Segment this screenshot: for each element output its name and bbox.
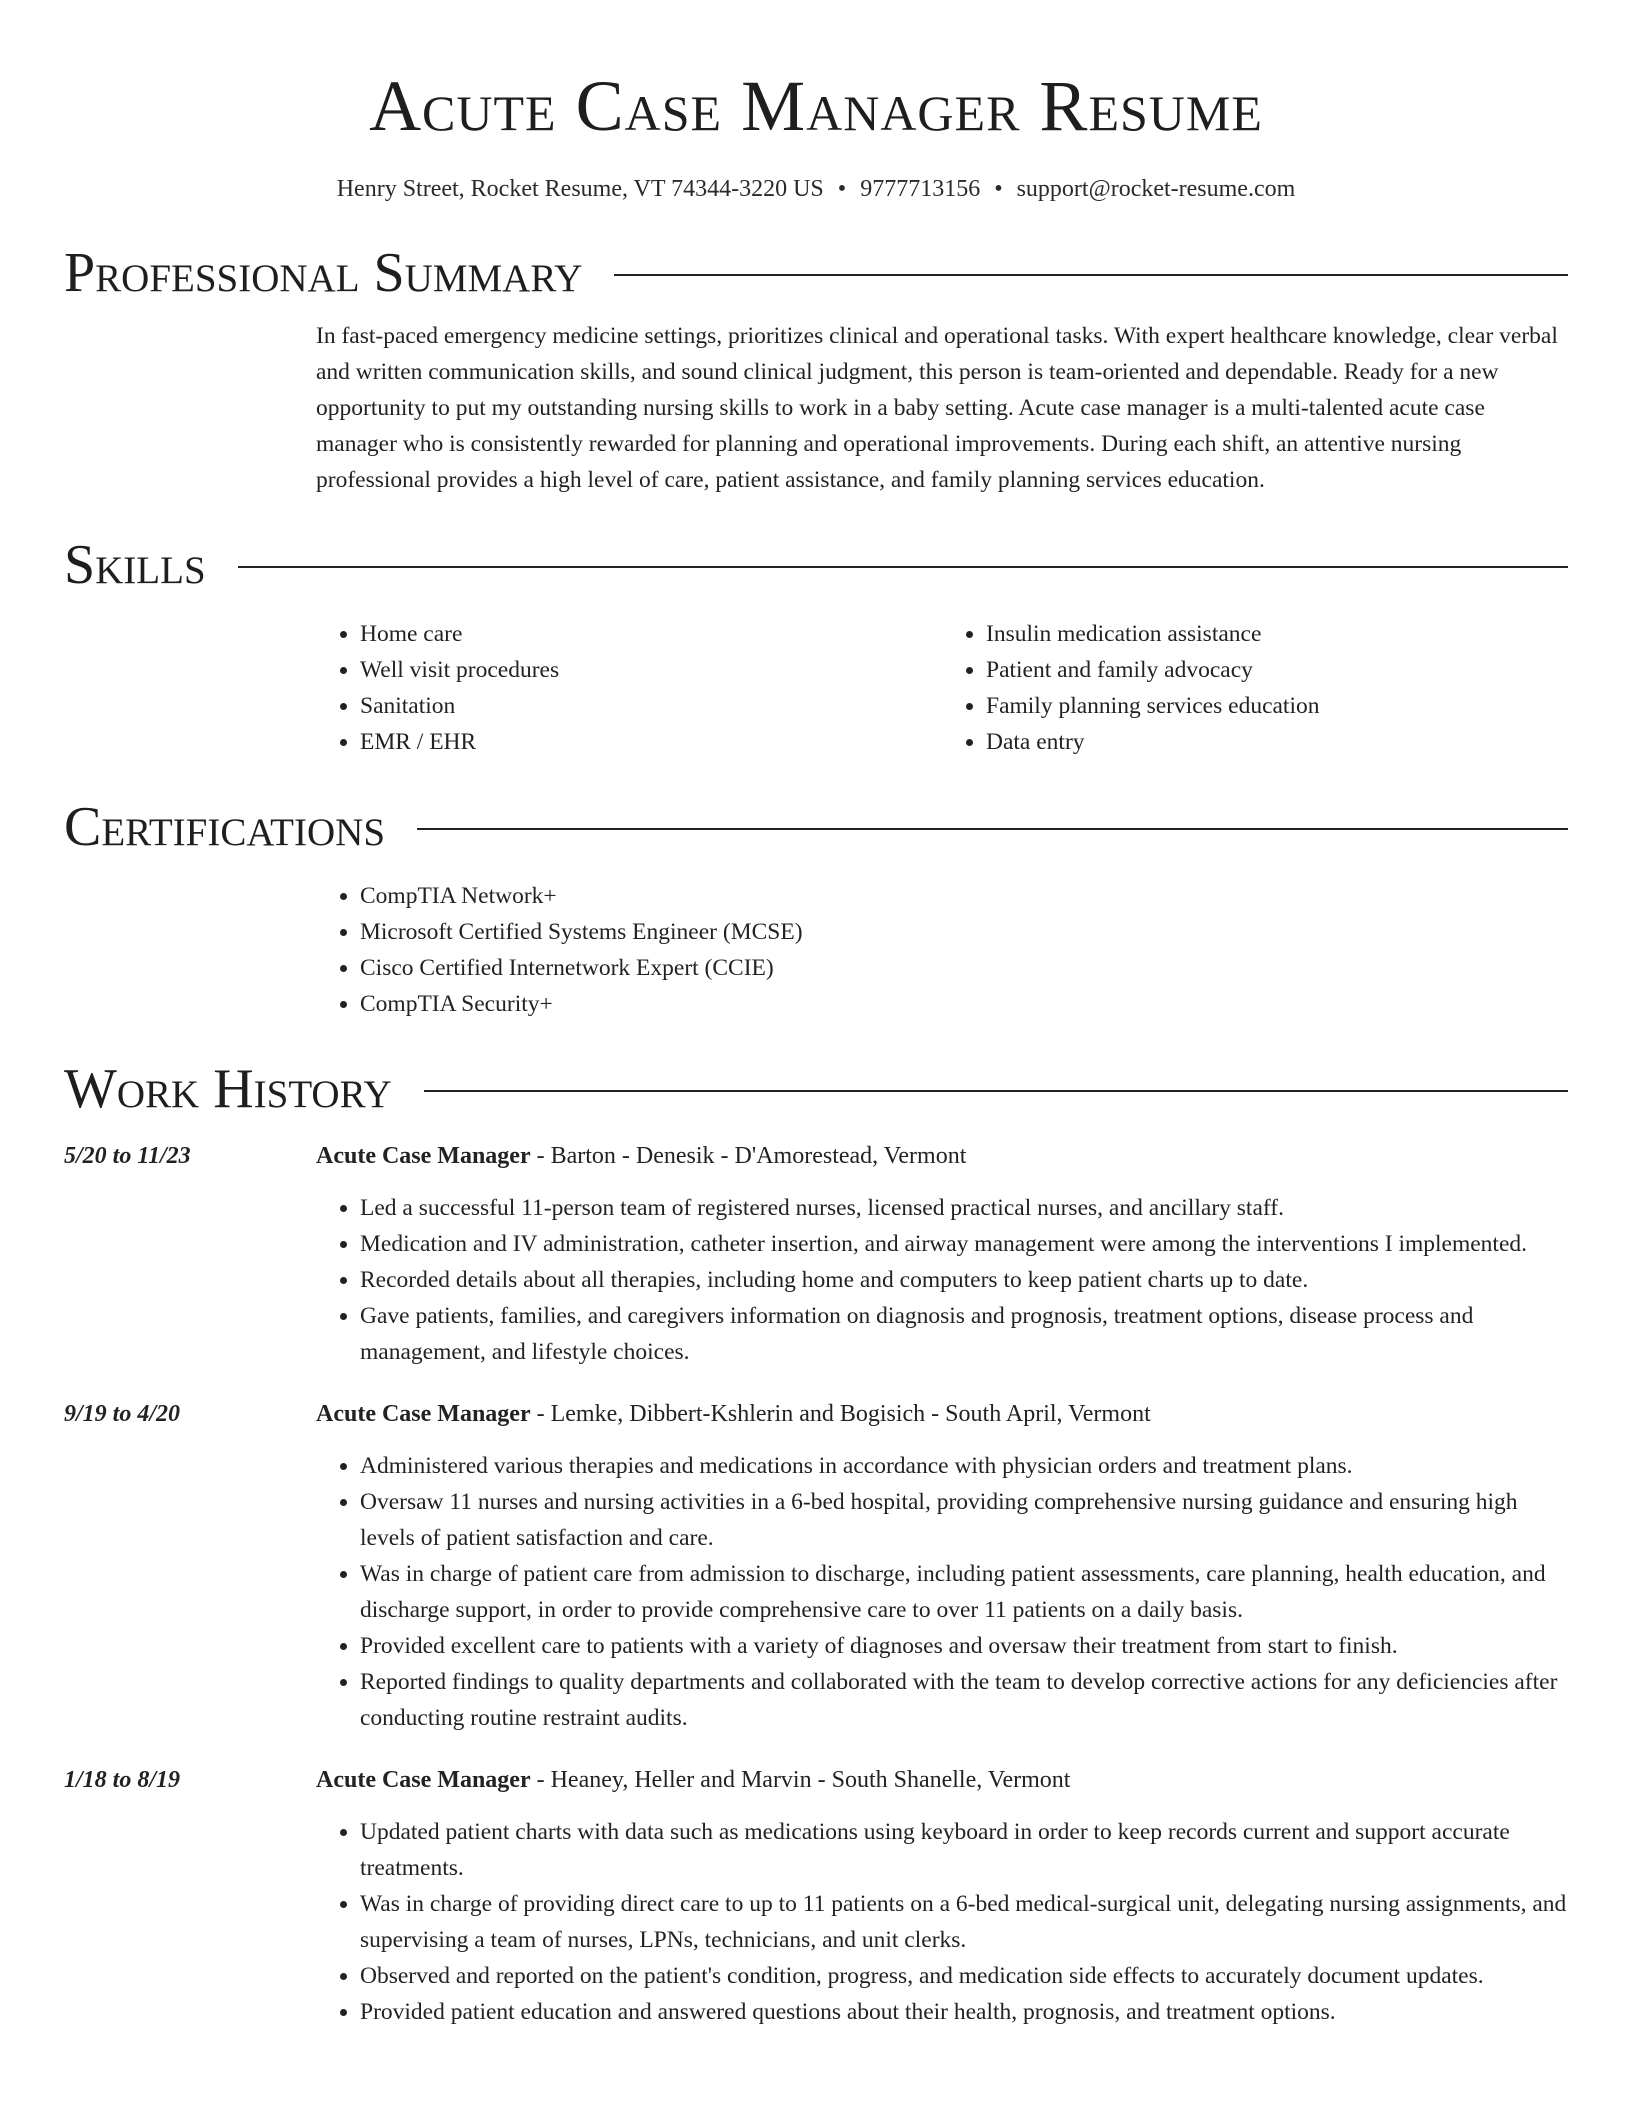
job-bullet: • Gave patients, families, and caregivers information on diagnosis and prognosis, treatment options, disease process and management, and lifestyle choices. <box>360 1298 1568 1370</box>
job-bullet: • Provided patient education and answered questions about their health, prognosis, and treatment options. <box>360 1994 1568 2030</box>
section-heading-skills: Skills <box>64 534 206 596</box>
job-bullet: • Observed and reported on the patient's condition, progress, and medication side effects to accurately document updates. <box>360 1958 1568 1994</box>
job-entry <box>64 1762 1568 2030</box>
skill-item: • Patient and family advocacy <box>986 652 1568 688</box>
job-entry <box>64 1396 1568 1736</box>
job-bullets <box>316 1190 1568 1370</box>
job-bullet: • Was in charge of providing direct care to up to 11 patients on a 6-bed medical-surgical unit, delegating nursing assignments, and supervising a team of nurses, LPNs, technicians, and unit clerks. <box>360 1886 1568 1958</box>
section-heading-work-history: Work History <box>64 1058 392 1120</box>
contact-separator: • <box>994 176 1003 202</box>
certification-item: • Cisco Certified Internetwork Expert (CCIE) <box>360 950 1568 986</box>
section-heading-summary: Professional Summary <box>64 242 583 304</box>
job-body <box>316 1396 1568 1736</box>
page-title: Acute Case Manager Resume <box>369 66 1263 146</box>
certification-item: • CompTIA Network+ <box>360 878 1568 914</box>
job-bullet: • Was in charge of patient care from admission to discharge, including patient assessments, care planning, health education, and discharge support, in order to provide comprehensive care to over 11 patients on a daily basis. <box>360 1556 1568 1628</box>
skill-item: • Insulin medication assistance <box>986 616 1568 652</box>
job-bullet: • Administered various therapies and medications in accordance with physician orders and treatment plans. <box>360 1448 1568 1484</box>
contact-line <box>64 172 1568 206</box>
job-title: Acute Case Manager <box>316 1767 531 1793</box>
certifications-block <box>316 878 1568 1022</box>
job-dates: 9/19 to 4/20 <box>64 1401 181 1427</box>
job-employer: - Heaney, Heller and Marvin - South Shanelle, Vermont <box>530 1767 1071 1793</box>
job-body <box>316 1138 1568 1370</box>
job-header <box>316 1396 1568 1432</box>
skill-item: • Home care <box>360 616 942 652</box>
job-bullet: • Recorded details about all therapies, including home and computers to keep patient charts up to date. <box>360 1262 1568 1298</box>
skill-item: • Sanitation <box>360 688 942 724</box>
section-divider <box>424 1090 1568 1092</box>
skills-section-header <box>64 530 1568 600</box>
section-divider <box>614 274 1568 276</box>
job-title: Acute Case Manager <box>316 1401 531 1427</box>
contact-address: Henry Street, Rocket Resume, VT 74344-3220 US <box>336 176 824 202</box>
certifications-list <box>316 878 1568 1022</box>
job-bullet: • Led a successful 11-person team of registered nurses, licensed practical nurses, and ancillary staff. <box>360 1190 1568 1226</box>
contact-phone: 9777713156 <box>860 176 981 202</box>
job-bullet: • Medication and IV administration, catheter insertion, and airway management were among the interventions I implemented. <box>360 1226 1568 1262</box>
job-employer: - Barton - Denesik - D'Amorestead, Vermont <box>530 1143 967 1169</box>
section-divider <box>417 828 1568 830</box>
job-bullet: • Provided excellent care to patients with a variety of diagnoses and oversaw their treatment from start to finish. <box>360 1628 1568 1664</box>
skills-list-right <box>942 616 1568 760</box>
job-bullet: • Reported findings to quality departments and collaborated with the team to develop corrective actions for any deficiencies after conducting routine restraint audits. <box>360 1664 1568 1736</box>
skills-grid <box>316 616 1568 760</box>
skill-item: • EMR / EHR <box>360 724 942 760</box>
job-employer: - Lemke, Dibbert-Kshlerin and Bogisich - South April, Vermont <box>530 1401 1151 1427</box>
section-divider <box>238 566 1568 568</box>
skill-item: • Well visit procedures <box>360 652 942 688</box>
job-bullet: • Oversaw 11 nurses and nursing activities in a 6-bed hospital, providing comprehensive nursing guidance and ensuring high levels of patient satisfaction and care. <box>360 1484 1568 1556</box>
job-header <box>316 1762 1568 1798</box>
skill-item: • Data entry <box>986 724 1568 760</box>
contact-email: support@rocket-resume.com <box>1016 176 1296 202</box>
certification-item: • Microsoft Certified Systems Engineer (MCSE) <box>360 914 1568 950</box>
job-dates: 1/18 to 8/19 <box>64 1767 181 1793</box>
job-bullets <box>316 1448 1568 1736</box>
job-title: Acute Case Manager <box>316 1143 531 1169</box>
summary-text: In fast-paced emergency medicine settings, prioritizes clinical and operational tasks. With expert healthcare knowledge, clear verbal and written communication skills, and sound clinical judgment, this person is team-oriented and dependable. Ready for a new opportunity to put my outstanding nursing skills to work in a baby setting. Acute case manager is a multi-talented acute case manager who is consistently rewarded for planning and operational improvements. During each shift, an attentive nursing professional provides a high level of care, patient assistance, and family planning services education. <box>316 323 1558 493</box>
work-history-section-header <box>64 1054 1568 1124</box>
job-entry <box>64 1138 1568 1370</box>
job-bullets <box>316 1814 1568 2030</box>
contact-separator: • <box>837 176 847 202</box>
section-heading-certifications: Certifications <box>64 796 386 858</box>
skills-list-left <box>316 616 942 760</box>
job-dates: 5/20 to 11/23 <box>64 1143 191 1169</box>
job-body <box>316 1762 1568 2030</box>
job-header <box>316 1138 1568 1174</box>
skill-item: • Family planning services education <box>986 688 1568 724</box>
certifications-section-header <box>64 792 1568 862</box>
job-bullet: • Updated patient charts with data such as medications using keyboard in order to keep records current and support accurate treatments. <box>360 1814 1568 1886</box>
summary-section-header <box>64 238 1568 308</box>
certification-item: • CompTIA Security+ <box>360 986 1568 1022</box>
